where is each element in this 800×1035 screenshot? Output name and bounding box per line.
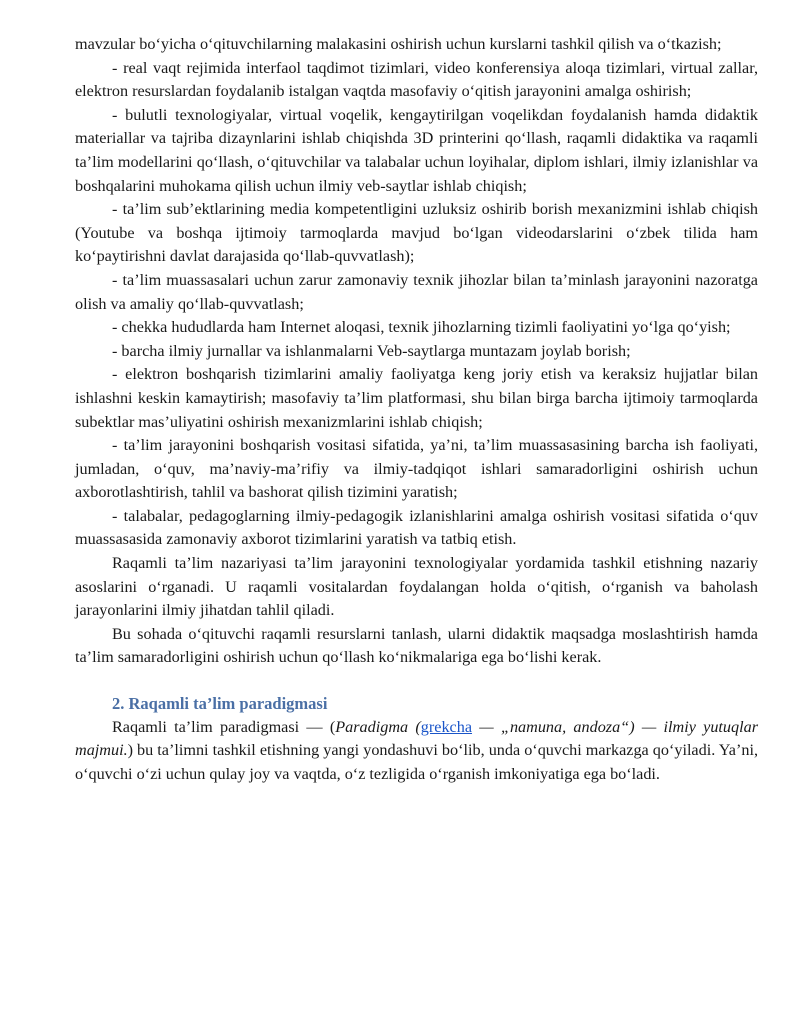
section-heading: 2. Raqamli ta’lim paradigmasi (112, 694, 328, 714)
body-paragraph: Raqamli ta’lim nazariyasi ta’lim jarayonini texnologiyalar yordamida tashkil etishning nazariy asoslarini o‘rganadi. U raqamli vositalardan foydalangan holda o‘qitish, o‘rganish va baholash jarayonlarini ilmiy jihatdan tahlil qiladi. (75, 554, 758, 620)
list-item: - real vaqt rejimida interfaol taqdimot tizimlari, video konferensiya aloqa tizimlari, virtual zallar, elektron resurslardan foydalanib istalgan vaqtda masofaviy o‘qitish jarayonini amalga oshirish; (75, 58, 758, 101)
paragraph-tail: ) bu ta’limni tashkil etishning yangi yondashuvi bo‘lib, unda o‘quvchi markazga qo‘yiladi. Ya’ni, o‘quvchi o‘zi uchun qulay joy va vaqtda, o‘z tezligida o‘rganish imkoniyatiga ega bo‘ladi. (75, 741, 758, 783)
list-item: - talabalar, pedagoglarning ilmiy-pedagogik izlanishlarini amalga oshirish vositasi sifatida o‘quv muassasasida zamonaviy axborot tizimlarini yaratish va tatbiq etish. (75, 506, 758, 549)
italic-definition: — „namuna, andoza“) — ilmiy yutuqlar majmui. (75, 717, 758, 760)
list-item: - ta’lim muassasalari uchun zarur zamonaviy texnik jihozlar bilan ta’minlash jarayonini nazoratga olish va amaliy qo‘llab-quvvatlash; (75, 270, 758, 313)
paragraph-continuation: mavzular bo‘yicha o‘qituvchilarning malakasini oshirish uchun kurslarni tashkil qilish va o‘tkazish; (75, 35, 722, 53)
list-item: - elektron boshqarish tizimlarini amaliy faoliyatga keng joriy etish va keraksiz hujjatlar bilan ishlashni keskin kamaytirish; masofaviy ta’lim platformasi, shu bilan birga barcha ijtimoiy tarmoqlarda subektlar mas’uliyatini oshirish mexanizmlarini ishlab chiqish; (75, 365, 758, 431)
body-paragraph (75, 716, 758, 787)
paragraph-lead: Raqamli ta’lim paradigmasi — ( (112, 717, 336, 736)
body-paragraph: Bu sohada o‘qituvchi raqamli resurslarni tanlash, ularni didaktik maqsadga moslashtirish hamda ta’lim samaradorligini oshirish uchun qo‘llash ko‘nikmalariga ega bo‘lishi kerak. (75, 624, 758, 667)
list-item: - barcha ilmiy jurnallar va ishlanmalarni Veb-saytlarga muntazam joylab borish; (112, 341, 631, 360)
document-page (75, 33, 758, 786)
list-item: - bulutli texnologiyalar, virtual voqelik, kengaytirilgan voqelikdan foydalanish hamda didaktik materiallar va tajriba dizaynlarini ishlab chiqishda 3D printerini qo‘llash, raqamli didaktika va raqamli ta’lim modellarini qo‘llash, o‘qituvchilar va talabalar uchun loyihalar, diplom ishlari, ilmiy izlanishlar va boshqalarini muhokama qilish uchun ilmiy veb-saytlar ishlab chiqish; (75, 105, 758, 195)
list-item: - chekka hududlarda ham Internet aloqasi, texnik jihozlarning tizimli faoliyatini yo‘lga qo‘yish; (112, 318, 731, 337)
list-item: - ta’lim jarayonini boshqarish vositasi sifatida, ya’ni, ta’lim muassasasining barcha ish faoliyati, jumladan, o‘quv, ma’naviy-ma’rifiy va ilmiy-tadqiqot ishlari samaradorligini oshirish uchun axborotlashtirish, tahlil va bashorat qilish tizimini yaratish; (75, 436, 758, 502)
grekcha-link[interactable]: grekcha (420, 717, 473, 736)
italic-term: Paradigma ( (335, 717, 421, 736)
list-item: - ta’lim sub’ektlarining media kompetentligini uzluksiz oshirib borish mexanizmini ishlab chiqish (Youtube va boshqa ijtimoiy tarmoqlarda mavjud bo‘lgan videodarslarini o‘zbek tilida ham ko‘paytirishni davlat darajasida qo‘llab-quvvatlash); (75, 200, 758, 266)
